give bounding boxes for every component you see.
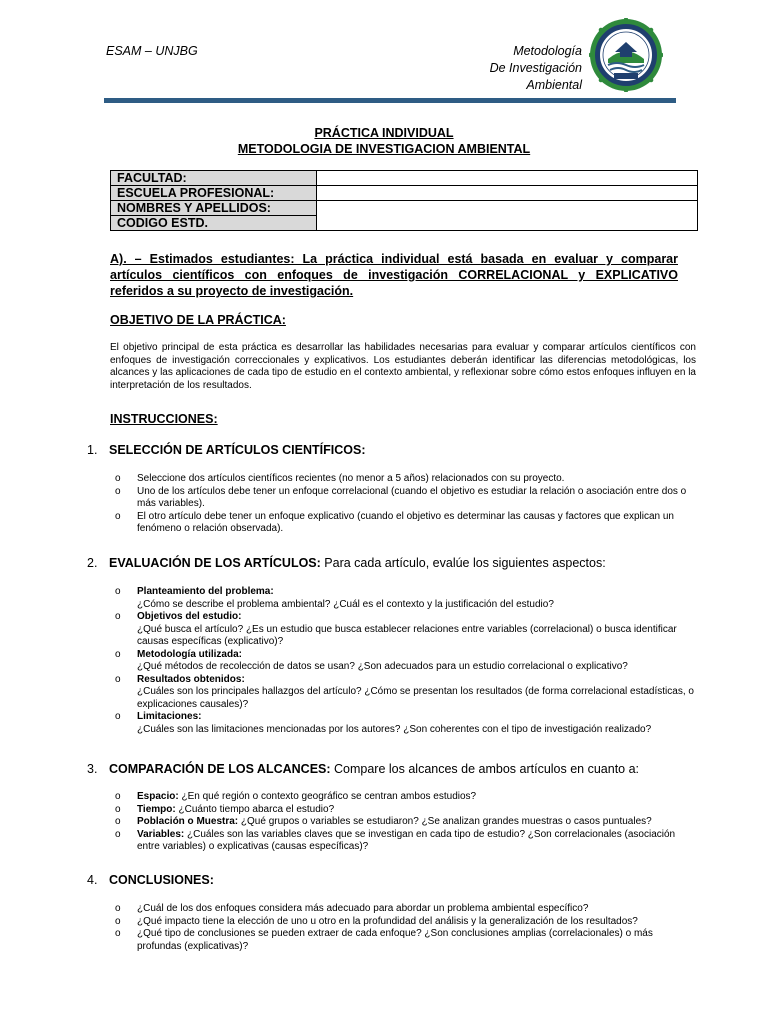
list-item-text: ¿Qué impacto tiene la elección de uno u otro en la profundidad del análisis y la generalización de los resultados?	[137, 915, 638, 927]
list-item	[115, 611, 697, 649]
list-item-label: Objetivos del estudio:	[137, 611, 242, 622]
list-item	[115, 816, 697, 829]
bullet-icon: o	[115, 816, 121, 827]
list-item	[115, 928, 697, 953]
section-heading	[87, 762, 639, 776]
list-item	[115, 586, 697, 611]
list-item-text: ¿Qué busca el artículo? ¿Es un estudio que busca establecer relaciones entre variables (correlacional) o busca identificar causas específicas (explicativo)?	[137, 623, 677, 647]
list-item-text: ¿Qué grupos o variables se estudiaron? ¿Se analizan grandes muestras o casos puntuales?	[238, 816, 652, 827]
table-row	[111, 186, 698, 201]
list-item	[115, 649, 697, 674]
school-field[interactable]	[317, 186, 698, 201]
faculty-label: FACULTAD:	[111, 171, 317, 186]
list-item	[115, 674, 697, 712]
list-item-text: Uno de los artículos debe tener un enfoque correlacional (cuando el objetivo es estudiar la relación o asociación entre dos o más variables).	[137, 485, 687, 509]
section-heading	[87, 556, 606, 570]
student-info-table	[110, 170, 698, 231]
list-item	[115, 903, 697, 916]
table-row	[111, 171, 698, 186]
bullet-icon: o	[115, 803, 121, 815]
header-divider	[104, 98, 676, 103]
bullet-icon: o	[115, 586, 121, 597]
faculty-field[interactable]	[317, 171, 698, 186]
bullet-icon: o	[115, 485, 121, 497]
instructions-heading: INSTRUCCIONES:	[110, 412, 218, 426]
list-item-text: ¿Cuál de los dos enfoques considera más adecuado para abordar un problema ambiental específico?	[137, 903, 589, 914]
names-code-field[interactable]	[317, 201, 698, 231]
header-course-title	[490, 43, 582, 94]
header-course-line: Ambiental	[526, 78, 582, 92]
bullet-icon: o	[115, 510, 121, 522]
bullet-icon: o	[115, 473, 121, 484]
university-seal-logo	[589, 18, 663, 92]
bullet-icon: o	[115, 928, 121, 939]
section-subtitle: Compare los alcances de ambos artículos en cuanto a:	[330, 762, 640, 776]
section-title: SELECCIÓN DE ARTÍCULOS CIENTÍFICOS:	[109, 443, 366, 457]
list-item-text: ¿Qué métodos de recolección de datos se usan? ¿Son adecuados para un estudio correlacional o explicativo?	[137, 661, 628, 672]
header-course-line: Metodología	[513, 44, 582, 58]
document-subtitle: METODOLOGIA DE INVESTIGACION AMBIENTAL	[237, 142, 531, 156]
list-item-label: Metodología utilizada:	[137, 648, 242, 660]
bullet-icon: o	[115, 711, 121, 722]
list-item	[115, 711, 697, 736]
list-item-text: ¿Qué tipo de conclusiones se pueden extraer de cada enfoque? ¿Son conclusiones amplias (correlacionales) o más profundas (explicativas)?	[137, 928, 653, 952]
bullet-icon: o	[115, 791, 121, 802]
objective-paragraph: El objetivo principal de esta práctica es desarrollar las habilidades necesarias para evaluar y comparar artículos científicos con enfoques de investigación correccionales y explicativos. Los estudiantes deberán identificar las diferencias metodológicas, los alcances y las aplicaciones de cada tipo de estudio en el contexto ambiental, y reflexionar sobre cómo estos enfoques influyen en la interpretación de los resultados.	[110, 342, 696, 391]
list-item-text: El otro artículo debe tener un enfoque explicativo (cuando el objetivo es determinar las causas y factores que explican un fenómeno o relación observada).	[137, 510, 674, 534]
list-item	[115, 511, 697, 536]
document-title: PRÁCTICA INDIVIDUAL	[314, 126, 454, 140]
bullet-icon: o	[115, 673, 121, 685]
list-item-label: Espacio:	[137, 791, 179, 802]
section-title: EVALUACIÓN DE LOS ARTÍCULOS:	[109, 556, 321, 570]
section-number: 2.	[87, 556, 98, 570]
names-label: NOMBRES Y APELLIDOS:	[111, 201, 317, 216]
table-row	[111, 201, 698, 216]
section-list	[115, 586, 697, 736]
section-title: COMPARACIÓN DE LOS ALCANCES:	[109, 762, 331, 776]
school-label: ESCUELA PROFESIONAL:	[111, 186, 317, 201]
objective-heading: OBJETIVO DE LA PRÁCTICA:	[110, 313, 286, 327]
section-number: 3.	[87, 762, 98, 776]
list-item	[115, 916, 697, 929]
list-item	[115, 829, 697, 854]
list-item-text: ¿Cuáles son las limitaciones mencionadas por los autores? ¿Son coherentes con el tipo de investigación realizado?	[137, 723, 652, 735]
bullet-icon: o	[115, 611, 121, 622]
section-list	[115, 903, 697, 953]
list-item-label: Tiempo:	[137, 803, 176, 815]
header-course-line: De Investigación	[489, 61, 582, 75]
code-label: CODIGO ESTD.	[111, 216, 317, 231]
list-item	[115, 804, 697, 817]
list-item-text: ¿En qué región o contexto geográfico se centran ambos estudios?	[178, 791, 477, 802]
section-subtitle: Para cada artículo, evalúe los siguientes aspectos:	[320, 556, 606, 570]
list-item-label: Planteamiento del problema:	[137, 586, 274, 597]
list-item	[115, 791, 697, 804]
list-item-label: Resultados obtenidos:	[137, 673, 245, 685]
intro-paragraph: A). – Estimados estudiantes: La práctica individual está basada en evaluar y comparar artículos científicos con enfoques de investigación CORRELACIONAL y EXPLICATIVO referidos a su proyecto de investigación.	[110, 252, 678, 298]
list-item-label: Población o Muestra:	[137, 816, 239, 827]
bullet-icon: o	[115, 828, 121, 840]
list-item-text: ¿Cuáles son los principales hallazgos del artículo? ¿Cómo se presentan los resultados (de forma correlacional estadísticas, o explicaciones causales)?	[137, 686, 694, 710]
section-list	[115, 473, 697, 536]
bullet-icon: o	[115, 915, 121, 927]
list-item-label: Variables:	[137, 828, 185, 840]
section-list	[115, 791, 697, 854]
section-number: 1.	[87, 443, 98, 457]
list-item-text: ¿Cuáles son las variables claves que se investigan en cada tipo de estudio? ¿Son correlacionales (asociación entre variables) o explicativas (causas específicas)?	[137, 828, 676, 852]
list-item	[115, 486, 697, 511]
section-heading	[87, 443, 366, 457]
bullet-icon: o	[115, 903, 121, 914]
section-title: CONCLUSIONES:	[109, 873, 214, 887]
header-institution: ESAM – UNJBG	[106, 44, 198, 58]
list-item-text: ¿Cuánto tiempo abarca el estudio?	[175, 803, 335, 815]
list-item-text: ¿Cómo se describe el problema ambiental? ¿Cuál es el contexto y la justificación del estudio?	[137, 598, 554, 610]
list-item-label: Limitaciones:	[137, 711, 202, 722]
list-item-text: Seleccione dos artículos científicos recientes (no menor a 5 años) relacionados con su proyecto.	[137, 473, 565, 484]
list-item	[115, 473, 697, 486]
section-heading	[87, 873, 214, 887]
section-number: 4.	[87, 873, 98, 887]
bullet-icon: o	[115, 648, 121, 660]
